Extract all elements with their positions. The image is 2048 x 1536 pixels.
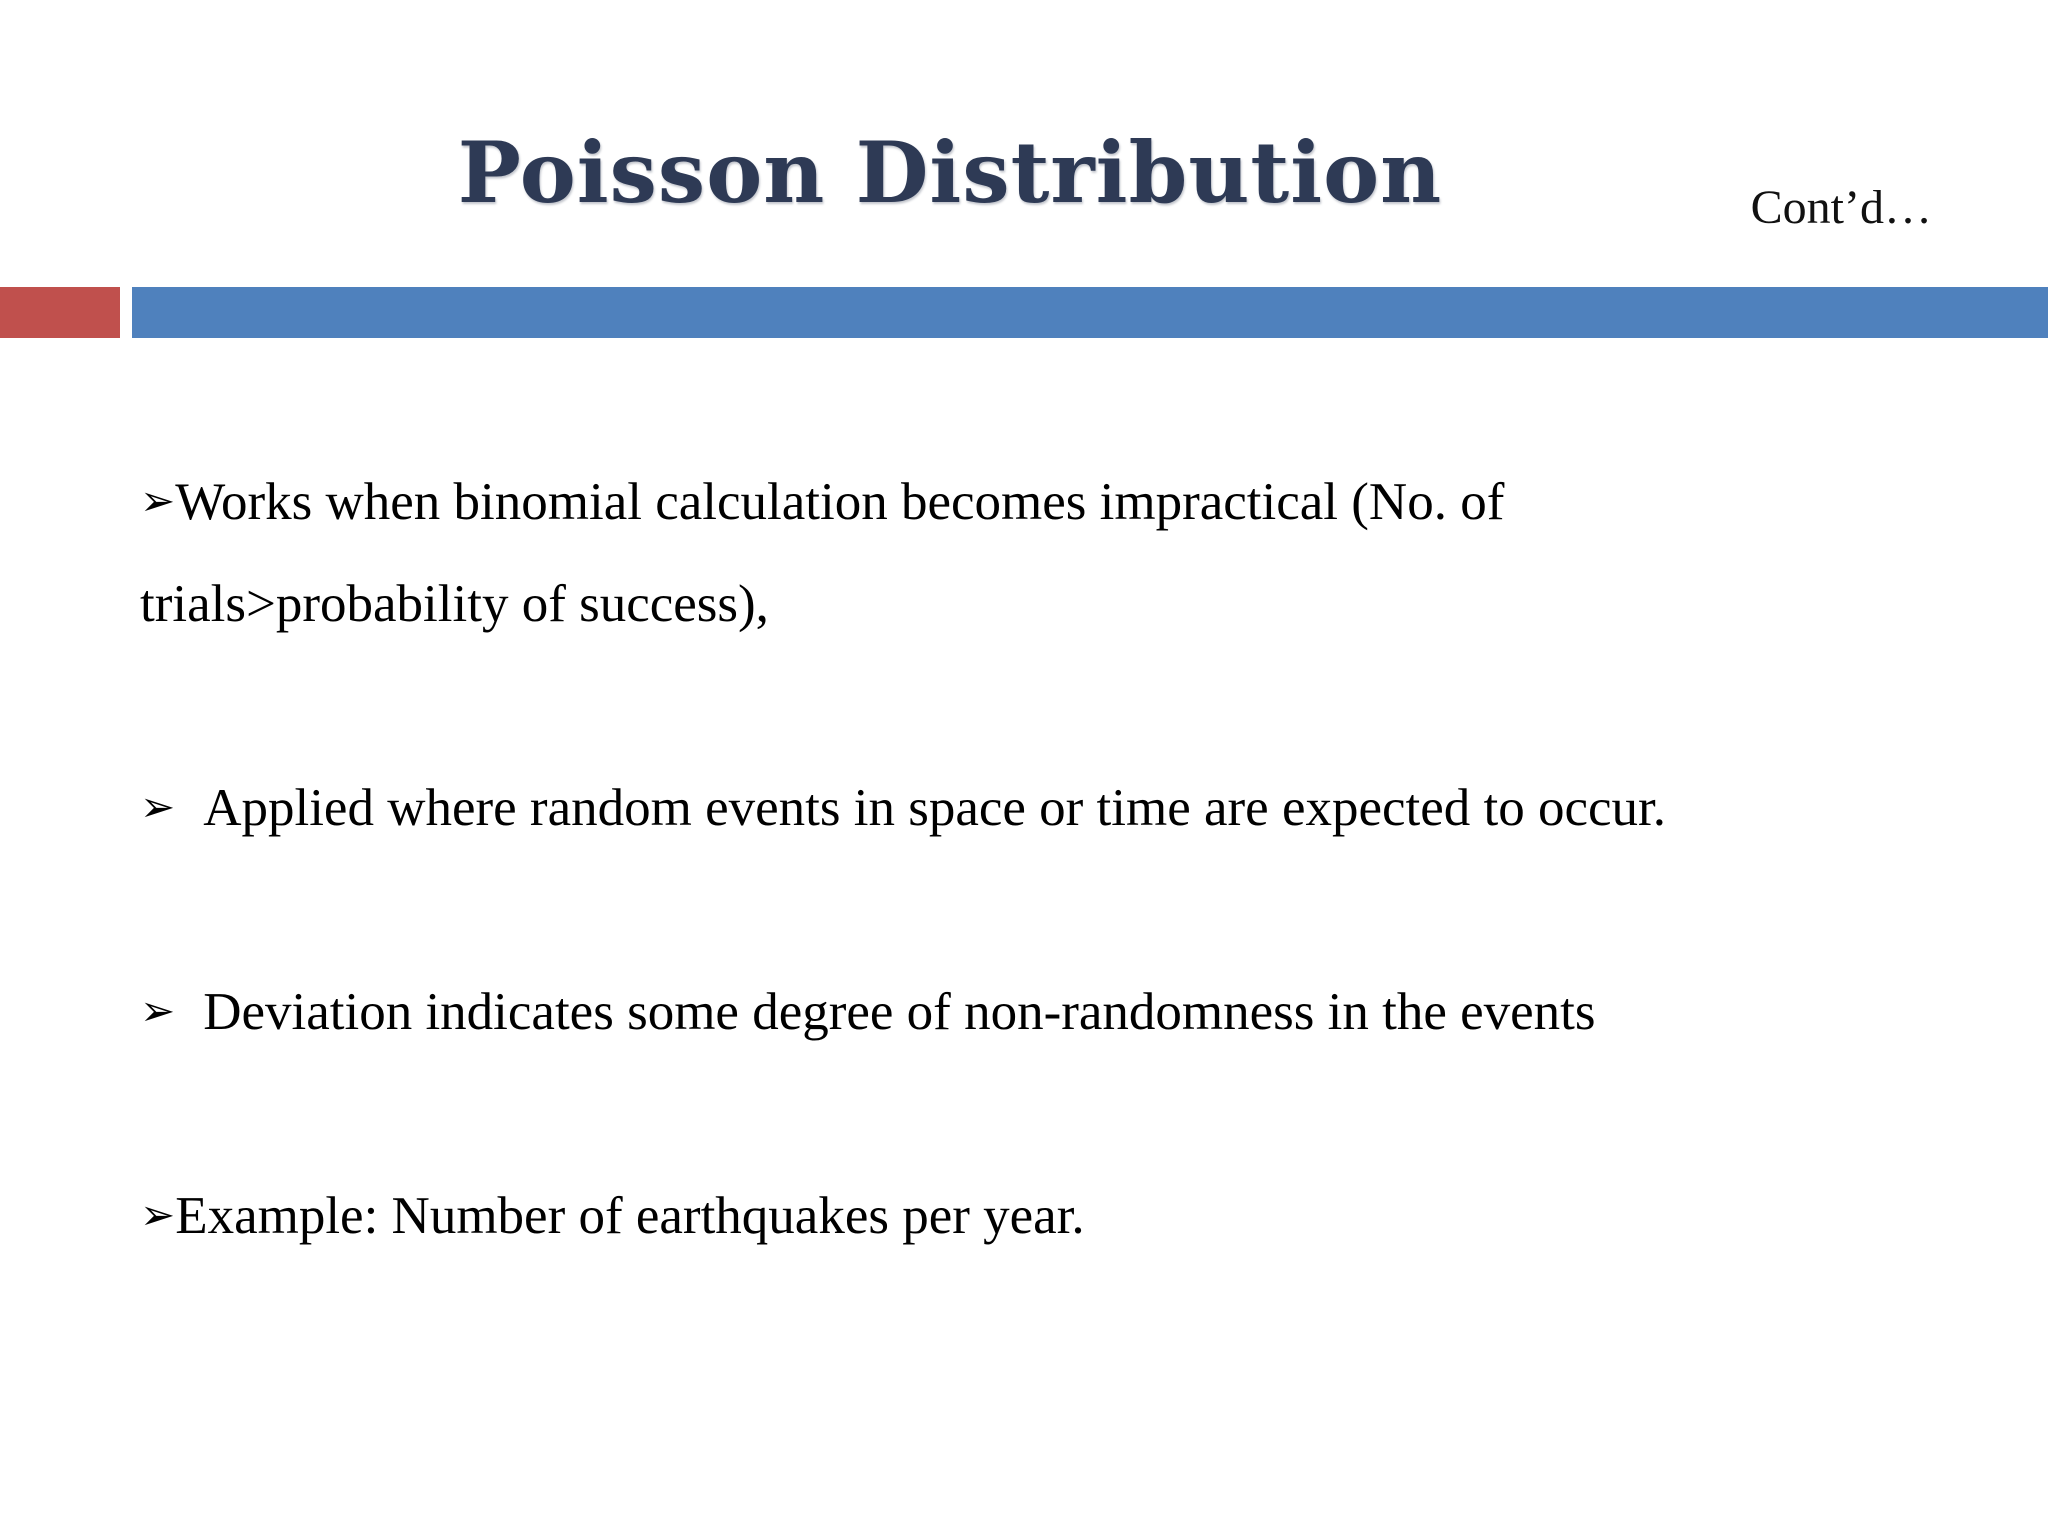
bullet-text: Works when binomial calculation becomes impractical (No. of xyxy=(175,473,1505,531)
arrowhead-bullet-icon: ➢ xyxy=(140,1190,176,1239)
bullet-text: Example: Number of earthquakes per year. xyxy=(175,1187,1085,1245)
arrowhead-bullet-icon: ➢ xyxy=(140,782,176,831)
bullet-text: Applied where random events in space or time are expected to occur. xyxy=(203,779,1667,837)
bullet-text: Deviation indicates some degree of non-randomness in the events xyxy=(203,983,1596,1041)
continued-label: Cont’d… xyxy=(1750,181,1932,234)
slide-title: Poisson Distribution xyxy=(457,123,1443,222)
accent-bar-blue xyxy=(132,287,2048,338)
arrowhead-bullet-icon: ➢ xyxy=(140,986,176,1035)
accent-bar-red xyxy=(0,287,120,338)
bullet-item xyxy=(140,756,1666,859)
bullet-item xyxy=(140,960,1596,1063)
bullet-item xyxy=(140,450,1504,655)
arrowhead-bullet-icon: ➢ xyxy=(140,476,176,525)
bullet-item xyxy=(140,1164,1085,1267)
bullet-text-continued: trials>probability of success), xyxy=(140,575,769,633)
